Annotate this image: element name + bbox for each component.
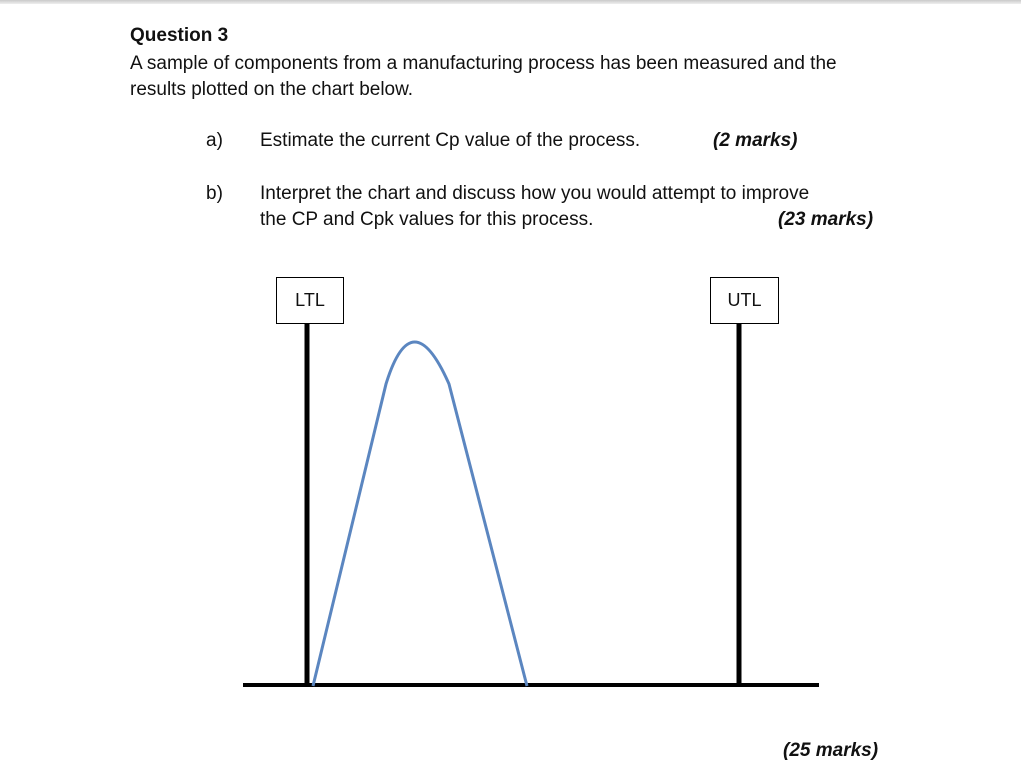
utl-label-box	[710, 277, 779, 324]
question-intro-line-1: A sample of components from a manufacturing process has been measured and the	[130, 53, 837, 74]
part-a-label: a)	[206, 130, 223, 151]
utl-label: UTL	[727, 290, 762, 310]
part-b-label: b)	[206, 183, 223, 204]
part-b-marks: (23 marks)	[778, 209, 874, 230]
part-b-text-line-2: the CP and Cpk values for this process.	[260, 209, 594, 230]
ltl-label: LTL	[295, 290, 325, 310]
question-title: Question 3	[130, 25, 229, 46]
part-b-text-line-1: Interpret the chart and discuss how you would attempt to improve	[260, 183, 810, 204]
part-a-text: Estimate the current Cp value of the process.	[260, 130, 641, 151]
ltl-label-box	[276, 277, 344, 324]
question-intro-line-2: results plotted on the chart below.	[130, 79, 414, 100]
process-distribution-curve	[313, 342, 527, 686]
part-a-marks: (2 marks)	[713, 130, 798, 151]
total-marks: (25 marks)	[783, 740, 879, 761]
